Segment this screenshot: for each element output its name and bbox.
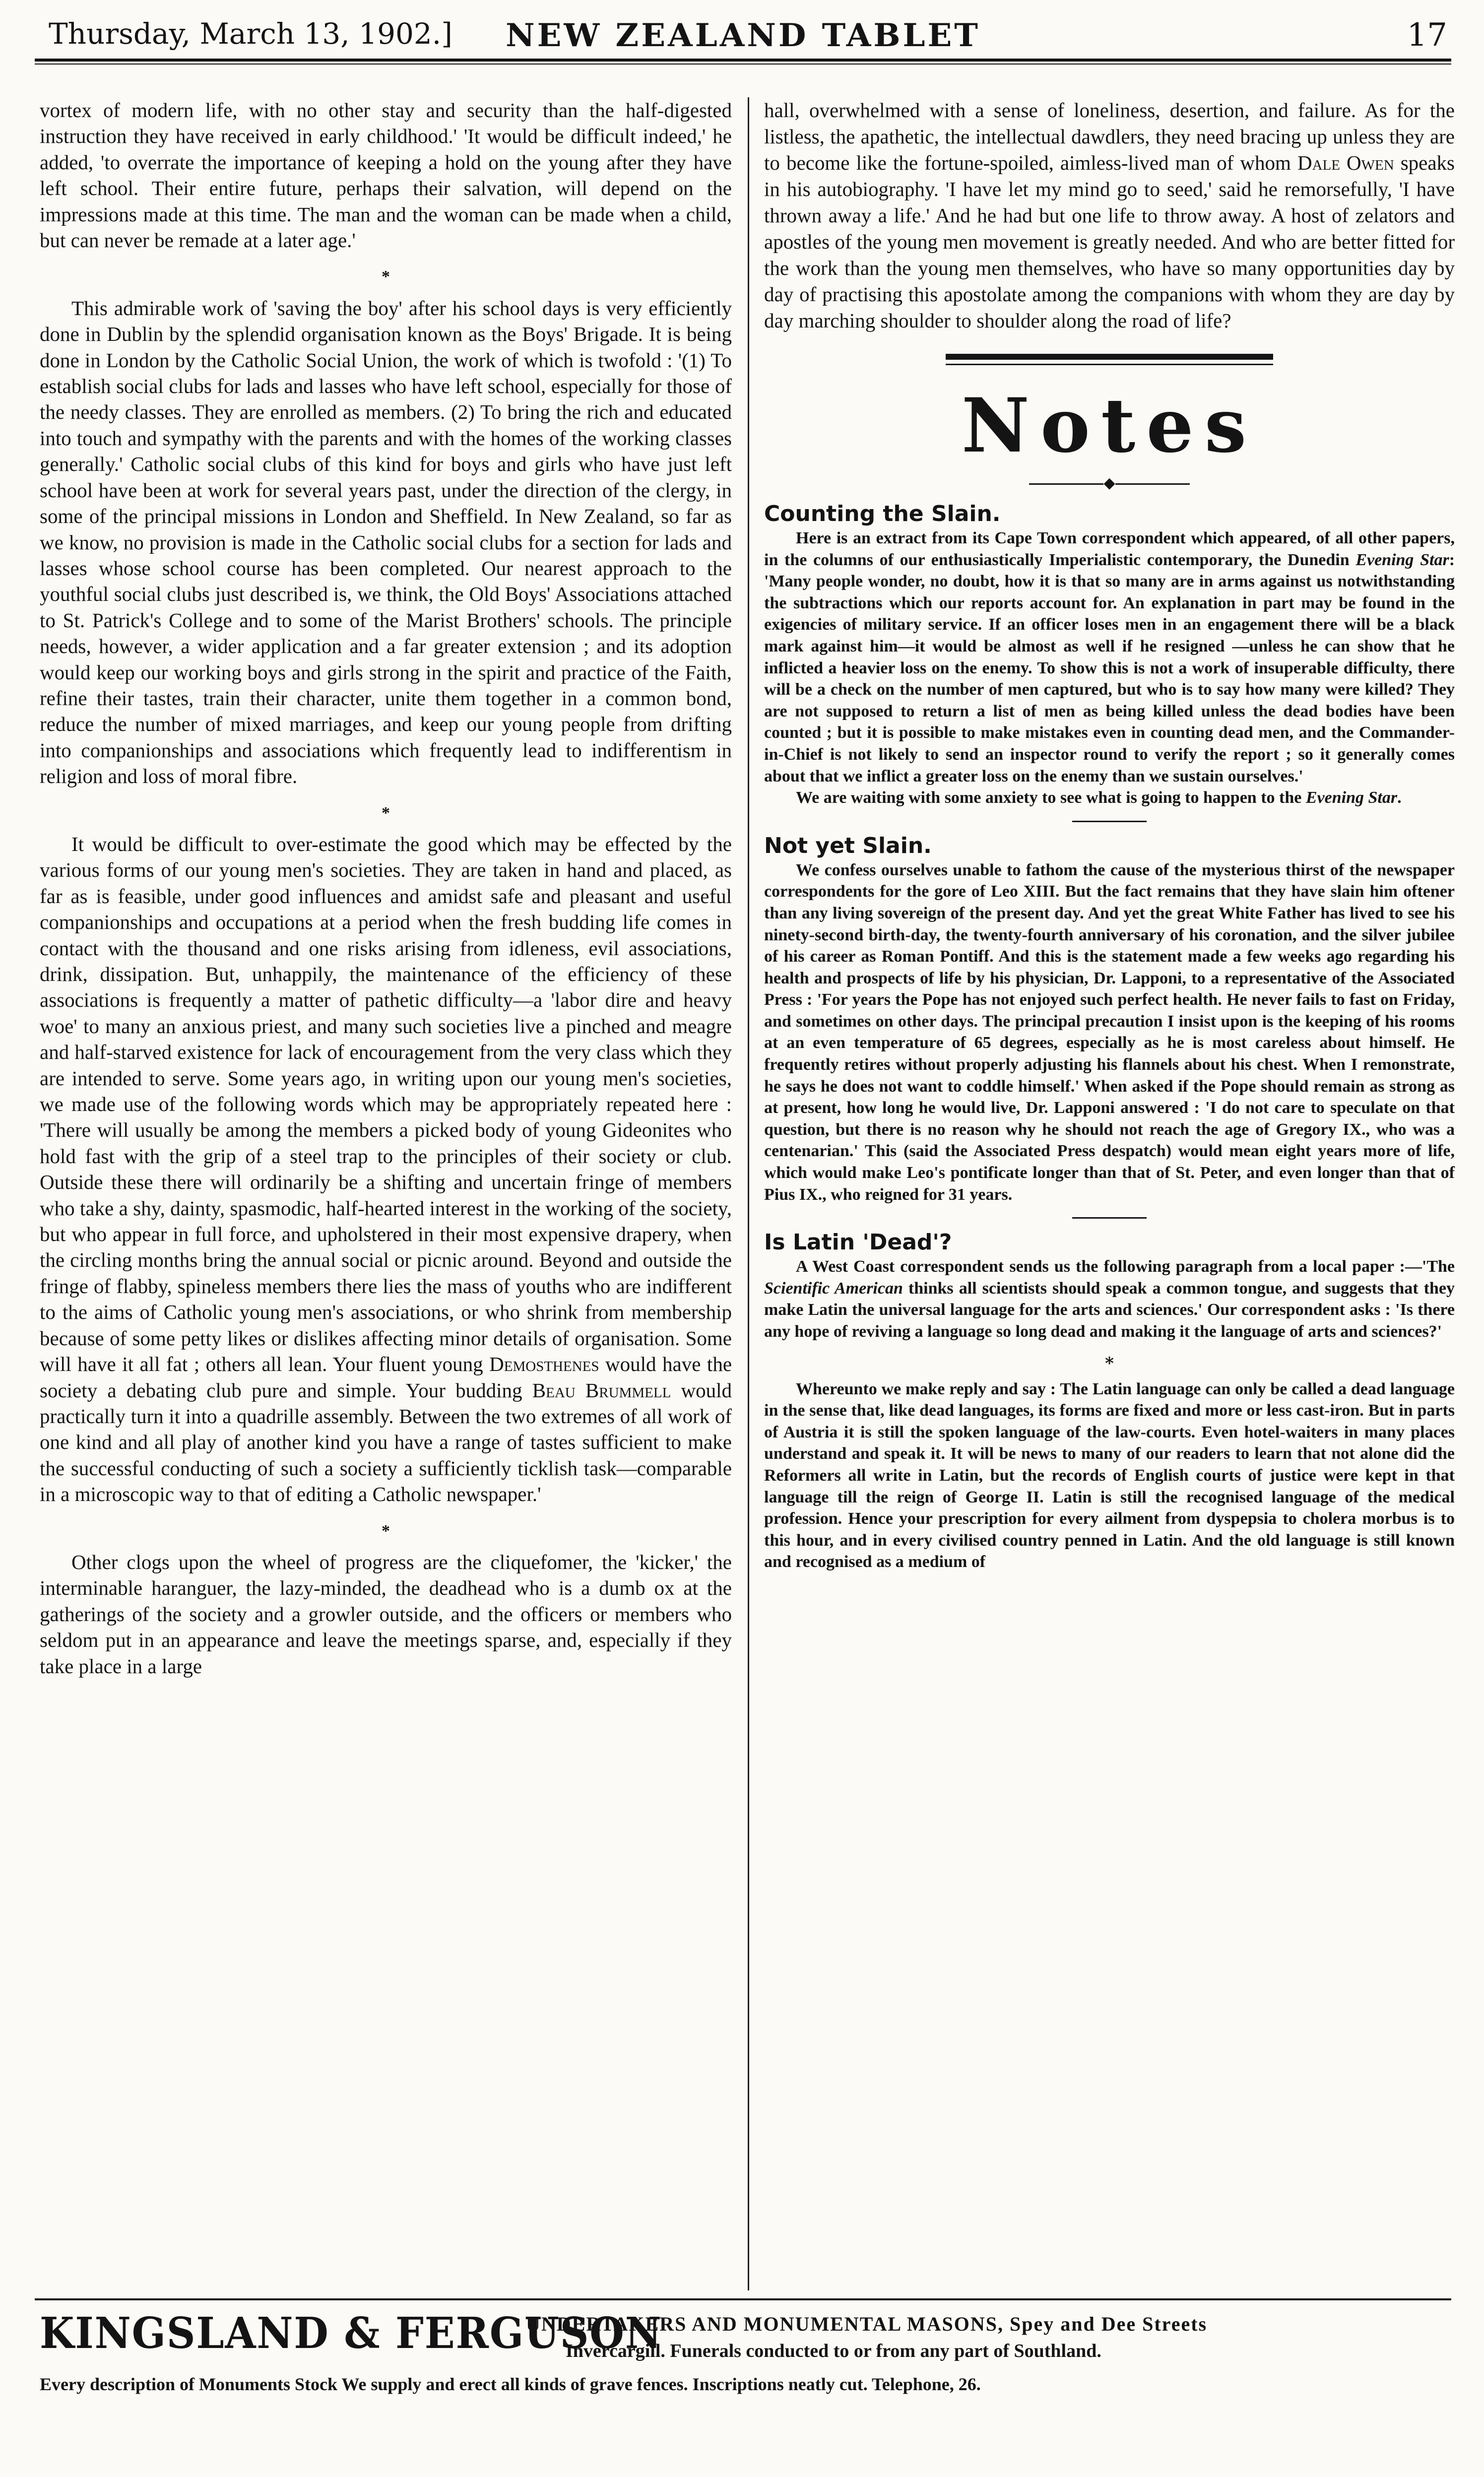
right-paragraph-1 [764,97,1455,334]
section-rule-1 [1072,821,1147,822]
right-column [764,97,1455,1573]
section-1-text-a: Here is an extract from its Cape Town correspondent which appeared, of all other papers, in the columns of our enthusiastically Imperialistic contemporary, the Dunedin [764,529,1455,569]
small-caps-beau-brummell: Beau Brummell [532,1378,671,1402]
section-rule-2 [1072,1217,1147,1219]
left-paragraph-2: This admirable work of 'saving the boy' after his school days is very efficiently done in Dublin by the splendid organisation known as the Boys' Brigade. It is being done in London by the Catholic Social Union, the work of which is twofold : '(1) To establish social clubs for lads and lasses who have left school, especially for those of the needy classes. They are enrolled as members. (2) To bring the rich and educated into touch and sympathy with the parents and with the homes of the working classes generally.' Catholic social clubs of this kind for boys and girls who have just left school have been at work for several years past, under the direction of the clergy, in some of the principal missions in London and Sheffield. In New Zealand, so far as we know, no provision is made in the Catholic social clubs for a section for lads and lasses whose school course has been completed. Our nearest approach to the youthful social clubs just described is, we think, the Old Boys' Associations attached to St. Patrick's College and to some of the Marist Brothers' schools. The principle needs, however, a wider application and a far greater extension ; and its adoption would keep our working boys and girls strong in the spirit and practice of the Faith, refine their tastes, train their character, unite them together in a common bond, reduce the number of mixed marriages, and keep our young people from drifting into companionships and associations which frequently lead to indifferentism in religion and loss of moral fibre. [40,296,732,788]
section-heading-not-yet-slain: Not yet Slain. [764,833,932,858]
notes-rule-thin [946,364,1273,365]
left-paragraph-4: Other clogs upon the wheel of progress are the cliquefomer, the 'kicker,' the interminable haranguer, the lazy-minded, the deadhead who is a dumb ox at the gatherings of the society and a growler outside, and the officers or members who seldom put in an appearance and leave the meetings sparse, and, especially if they take place in a large [40,1550,732,1678]
italic-evening-star: Evening Star [1355,550,1449,569]
notes-heading: Notes [961,382,1258,469]
star-separator-1: * [382,267,390,286]
left-paragraph-3 [40,831,732,1507]
section-3-text-a: A West Coast correspondent sends us the following paragraph from a local paper :—'The [796,1257,1455,1276]
small-caps-demosthenes: Demosthenes [489,1353,599,1376]
star-separator-3: * [382,1521,390,1540]
section-1-paragraph-2 [764,787,1455,809]
header-rule-thin [35,64,1451,65]
footer-rule [35,2298,1451,2300]
section-1-text-d: . [1397,788,1402,807]
small-caps-dale-owen: Dale Owen [1297,151,1394,174]
page-header [35,14,1451,64]
page-number: 17 [1407,17,1447,54]
header-title: NEW ZEALAND TABLET [506,17,980,54]
notes-rule-thick [946,354,1273,360]
right-paragraph-1a: hall, overwhelmed with a sense of loneliness, desertion, and failure. As for the listless, the apathetic, the intellectual dawdlers, they need bracing up unless they are to become like the fortune-spoiled, aimless-lived man of whom [764,99,1455,174]
section-1-text-c: We are waiting with some anxiety to see what is going to happen to the [796,788,1302,807]
section-2-paragraph: We confess ourselves unable to fathom the cause of the mysterious thirst of the newspaper correspondents for the gore of Leo XIII. But the fact remains that they have slain him oftener than any living sovereign of the present day. And yet the great White Father has lived to see his ninety-second birth-day, the twenty-fourth anniversary of his coronation, and the silver jubilee of his career as Roman Pontiff. And this is the statement made a few weeks ago regarding his health and prospects of life by his physician, Dr. Lapponi, to a representative of the Associated Press : 'For years the Pope has not enjoyed such perfect health. He never fails to fast on Friday, and sometimes on other days. The principal precaution I insist upon is the keeping of his rooms at an even temperature of 65 degrees, especially as he is most careless about himself. He frequently retires without properly adjusting his flannels about his chest. When I remonstrate, he says he does not want to coddle himself.' When asked if the Pope should remain as strong as at present, how long he would live, Dr. Lapponi answered : 'I do not care to speculate on that question, but there is no reason why he should not reach the age of Gregory IX., who was a centenarian.' This (said the Associated Press despatch) would mean eight years more of life, which would make Leo's pontificate longer than that of St. Peter, and even longer than that of Pius IX., who reigned for 31 years. [764,860,1455,1204]
left-paragraph-1: vortex of modern life, with no other stay and security than the half-digested instruction they have received in early childhood.' 'It would be difficult indeed,' he added, 'to overrate the importance of keeping a hold on the young after they have left school. Their entire future, perhaps their salvation, will depend on the impressions made at this time. The man and the woman can be made when a child, but can never be remade at a later age.' [40,99,732,252]
section-3-paragraph-2: Whereunto we make reply and say : The Latin language can only be called a dead language in the sense that, like dead languages, its forms are fixed and more or less cast-iron. But in parts of Austria it is still the spoken language of the law-courts. Even hotel-waiters in many places understand and speak it. It will be news to many of our readers to learn that not alone did the Reformers all write in Latin, but the records of English courts of justice were kept in that language till the reign of George II. Latin is still the recognised language of the medical profession. Hence your prescription for every ailment from dyspepsia to cholera morbus is to this hour, and in every civilised country penned in Latin. And the old language is still known and recognised as a medium of [764,1379,1455,1571]
advert-line-1: UNDERTAKERS AND MONUMENTAL MASONS, Spey and Dee Streets [526,2313,1208,2335]
section-3-paragraph-1 [764,1256,1455,1342]
header-rule [35,59,1451,62]
italic-scientific-american: Scientific American [764,1279,903,1298]
column-divider [748,97,749,2290]
italic-evening-star-2: Evening Star [1305,788,1398,807]
star-separator-2: * [382,803,390,822]
advert-line-3: Every description of Monuments Stock We supply and erect all kinds of grave fences. Inscriptions neatly cut. Telephone, 26. [40,2374,981,2394]
section-3-text-b: thinks all scientists should speak a common tongue, and suggests that they make Latin the universal language for the arts and sciences.' Our correspondent asks : 'Is there any hope of reviving a language so long dead and making it the language of arts and sciences?' [764,1279,1455,1341]
section-1-text-b: : 'Many people wonder, no doubt, how it is that so many are in arms against us notwithstanding the subtractions which our reports account for. An explanation in part may be found in the exigencies of military service. If an officer loses men in an engagement there will be a black mark against him—it would be almost as well if he resigned —unless he can show that he inflicted a heavier loss on the enemy. To show this is not a work of insuperable difficulty, there will be a check on the number of men captured, but who is to say how many were killed? They are not supposed to return a list of men as being killed unless the dead bodies have been counted ; but it is possible to make mistakes even in counting dead men, and the Commander-in-Chief is not likely to send an inspector round to verify the report ; so it generally comes about that we inflict a greater loss on the enemy than we sustain ourselves.' [764,550,1455,785]
section-heading-counting-the-slain: Counting the Slain. [764,501,1001,526]
left-paragraph-3b: would have the society a debating club pure and simple. Your budding [40,1353,732,1402]
section-heading-is-latin-dead: Is Latin 'Dead'? [764,1230,952,1255]
diamond-rule: ◆ [764,474,1455,492]
left-paragraph-3c: would practically turn it into a quadrille assembly. Between the two extremes of all work of one kind and all play of another kind you have a range of tastes sufficient to make the successful conducting of such a society a sufficiently ticklish task—comparable in a microscopic way to that of editing a Catholic newspaper.' [40,1378,732,1506]
star-separator-right: * [1105,1353,1114,1373]
advert-line-2: Invercargill. Funerals conducted to or from any part of Southland. [566,2341,1101,2361]
left-paragraph-3a: It would be difficult to over-estimate the good which may be effected by the various forms of our young men's societies. They are taken in hand and placed, as far as is feasible, under good influences and amidst safe and pleasant and useful companionships and occupations at a period when the fresh budding life comes in contact with the thousand and one risks arising from idleness, evil associations, drink, dissipation. But, unhappily, the maintenance of the efficiency of these associations is frequently a matter of pathetic difficulty—a 'labor dire and heavy woe' to many an anxious priest, and many such societies live a pinched and meagre and half-starved existence for lack of encouragement from the very class which they are intended to serve. Some years ago, in writing upon our young men's societies, we made use of the following words which may be appropriately repeated here : 'There will usually be among the members a picked body of young Gideonites who hold fast with the grip of a steel trap to the principles of their society or club. Outside these there will ordinarily be a shifting and uncertain fringe of members who take a shy, dainty, spasmodic, half-hearted interest in the working of the society, but who appear in full force, and upholstered in their most expensive drapery, when the circling months bring the annual social or picnic around. Beyond and outside the fringe of flabby, spineless members there lies the mass of youths who are indifferent to the aims of Catholic young men's associations, or who shrink from membership because of some petty likes or dislikes affecting minor details of organisation. Some will have it all fat ; others all lean. Your fluent young [40,832,732,1376]
header-date: Thursday, March 13, 1902.] [49,17,452,51]
right-paragraph-1b: speaks in his autobiography. 'I have let my mind go to seed,' said he remorsefully, 'I have thrown away a life.' And he had but one life to throw away. A host of zelators and apostles of the young men movement is greatly needed. And who are better fitted for the work than the young men themselves, who have so many opportunities day by day of practising this apostolate among the companions with whom they are day by day marching shoulder to shoulder along the road of life? [764,151,1455,332]
advertiser-name: KINGSLAND & FERGUSON [40,2308,662,2358]
section-1-paragraph-1 [764,527,1455,787]
left-column [40,97,732,1679]
